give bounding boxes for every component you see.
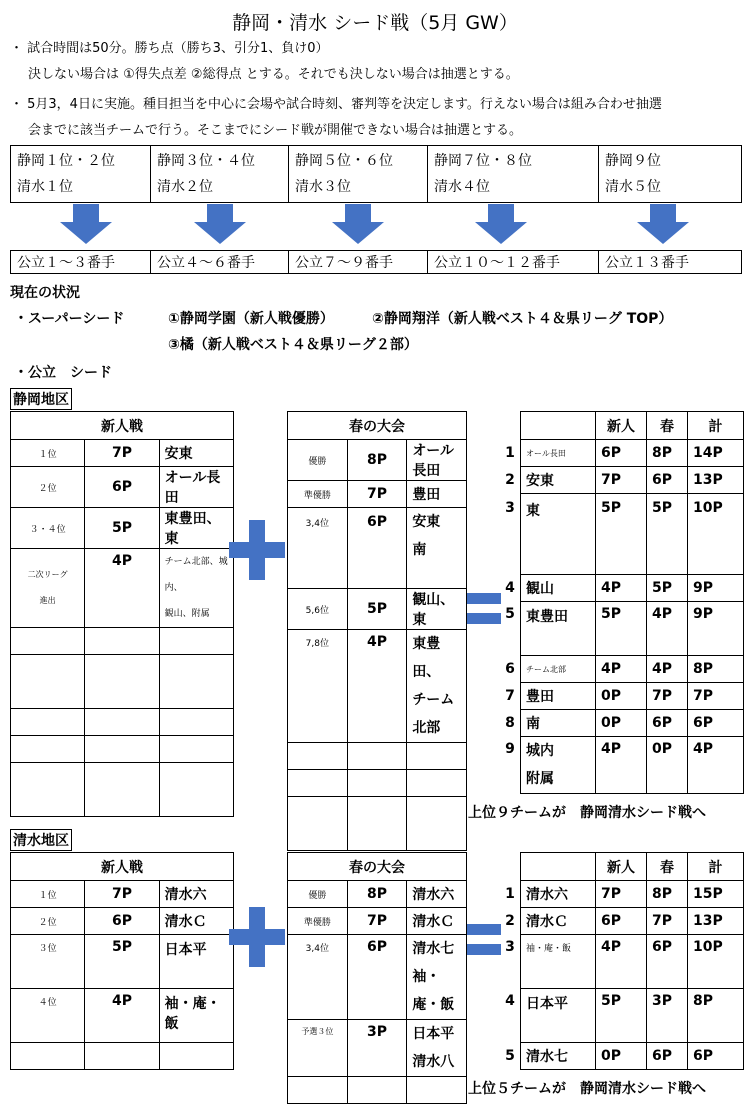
- seed-result: 公立１３番手: [599, 251, 742, 274]
- points-cell: 5P: [85, 508, 159, 549]
- total-cell: 9P: [688, 602, 744, 656]
- rank-number: 7: [505, 688, 515, 704]
- team-cell: チーム北部: [521, 656, 596, 683]
- points-cell: 0P: [647, 737, 688, 794]
- rank-cell: 3,4位: [288, 508, 348, 589]
- points-cell: 5P: [596, 989, 647, 1043]
- total-cell: 6P: [688, 1043, 744, 1070]
- team-cell: 豊田: [407, 481, 467, 508]
- rank-number: 6: [505, 661, 515, 677]
- points-cell: 5P: [596, 602, 647, 656]
- plus-icon: [229, 542, 285, 558]
- team-cell: 東豊田: [521, 602, 596, 656]
- rank-cell: 予選３位: [288, 1020, 348, 1077]
- rank-number: 1: [505, 886, 515, 902]
- points-cell: 8P: [647, 881, 688, 908]
- rank-cell: ２位: [11, 467, 85, 508]
- shizuoka-shinjin-table: [10, 411, 234, 817]
- table-header: 新人戦: [11, 853, 234, 881]
- total-cell: 6P: [688, 710, 744, 737]
- super-seed-2: ②静岡翔洋（新人戦ベスト４＆県リーグ TOP）: [372, 311, 673, 327]
- equals-icon: [467, 593, 501, 604]
- total-cell: 10P: [688, 494, 744, 575]
- team-cell: 南: [521, 710, 596, 737]
- note-line-4: 会までに該当チームで行う。そこまでにシード戦が開催できない場合は抽選とする。: [28, 123, 523, 138]
- total-cell: 15P: [688, 881, 744, 908]
- seed-cell: 静岡３位・４位 清水２位: [151, 146, 289, 203]
- team-cell: オール長田: [407, 440, 467, 481]
- points-cell: 6P: [596, 908, 647, 935]
- seed-result: 公立７～９番手: [289, 251, 428, 274]
- points-cell: 6P: [347, 508, 407, 589]
- seed-result-table: [10, 250, 742, 274]
- rank-number: 3: [505, 938, 515, 955]
- points-cell: 7P: [647, 683, 688, 710]
- total-cell: 9P: [688, 575, 744, 602]
- equals-icon: [467, 944, 501, 955]
- column-header: 計: [688, 853, 744, 881]
- total-cell: 7P: [688, 683, 744, 710]
- seed-source-table: [10, 145, 742, 203]
- public-seed-label: ・公立 シード: [14, 365, 112, 381]
- rank-number: 1: [505, 445, 515, 461]
- rank-cell: 二次リーグ 進出: [11, 549, 85, 628]
- points-cell: 5P: [647, 494, 688, 575]
- rank-number: 9: [505, 740, 515, 757]
- note-line-1: ・ 試合時間は50分。勝ち点（勝ち3、引分1、負け0）: [10, 41, 329, 56]
- seed-cell: 静岡７位・８位 清水４位: [428, 146, 599, 203]
- rank-cell: １位: [11, 881, 85, 908]
- seed-result: 公立４～６番手: [151, 251, 289, 274]
- total-cell: 10P: [688, 935, 744, 989]
- points-cell: 0P: [596, 1043, 647, 1070]
- team-cell: 東豊田、 チーム北部: [407, 630, 467, 743]
- points-cell: 7P: [347, 481, 407, 508]
- rank-number: 4: [505, 992, 515, 1009]
- points-cell: 7P: [347, 908, 407, 935]
- shizuoka-label: 静岡地区: [10, 388, 72, 410]
- table-header: 春の大会: [288, 853, 467, 881]
- shimizu-haru-table: [287, 852, 467, 1104]
- total-cell: 8P: [688, 656, 744, 683]
- team-cell: 豊田: [521, 683, 596, 710]
- team-cell: 清水六: [407, 881, 467, 908]
- rank-cell: １位: [11, 440, 85, 467]
- column-header: 新人: [596, 853, 647, 881]
- super-seed-1: ①静岡学園（新人戦優勝）: [168, 311, 334, 327]
- shizuoka-footer: 上位９チームが 静岡清水シード戦へ: [468, 805, 706, 821]
- points-cell: 8P: [347, 440, 407, 481]
- points-cell: 4P: [596, 935, 647, 989]
- team-cell: 東豊田、東: [159, 508, 233, 549]
- team-cell: 安東: [159, 440, 233, 467]
- rank-cell: 7,8位: [288, 630, 348, 743]
- shizuoka-haru-table: [287, 411, 467, 851]
- points-cell: 5P: [596, 494, 647, 575]
- total-cell: 14P: [688, 440, 744, 467]
- seed-cell: 静岡５位・６位 清水３位: [289, 146, 428, 203]
- points-cell: 6P: [647, 1043, 688, 1070]
- team-cell: 安東: [521, 467, 596, 494]
- seed-result: 公立１～３番手: [11, 251, 151, 274]
- rank-cell: 優勝: [288, 881, 348, 908]
- team-cell: 日本平: [521, 989, 596, 1043]
- team-cell: 清水六: [159, 881, 233, 908]
- points-cell: 0P: [596, 710, 647, 737]
- rank-cell: 優勝: [288, 440, 348, 481]
- super-seed-label: ・スーパーシード: [14, 311, 125, 327]
- rank-cell: ３・４位: [11, 508, 85, 549]
- points-cell: 4P: [596, 737, 647, 794]
- rank-number: 2: [505, 472, 515, 488]
- equals-icon: [467, 924, 501, 935]
- rank-cell: ３位: [11, 935, 85, 989]
- points-cell: 4P: [647, 602, 688, 656]
- team-cell: 清水七 袖・庵・飯: [407, 935, 467, 1020]
- team-cell: 安東 南: [407, 508, 467, 589]
- team-cell: 袖・庵・飯: [521, 935, 596, 989]
- points-cell: 6P: [647, 467, 688, 494]
- team-cell: オール長田: [159, 467, 233, 508]
- team-cell: オール長田: [521, 440, 596, 467]
- rank-cell: 準優勝: [288, 908, 348, 935]
- rank-cell: ４位: [11, 989, 85, 1043]
- team-cell: チーム北部、城内、 観山、附属: [159, 549, 233, 628]
- team-cell: 城内 附属: [521, 737, 596, 794]
- seed-cell: 静岡１位・２位 清水１位: [11, 146, 151, 203]
- points-cell: 6P: [647, 710, 688, 737]
- shimizu-total-table: [500, 852, 744, 1070]
- team-cell: 観山、東: [407, 589, 467, 630]
- rank-cell: 準優勝: [288, 481, 348, 508]
- super-seed-3: ③橘（新人戦ベスト４＆県リーグ２部）: [168, 337, 418, 353]
- table-header: 新人戦: [11, 412, 234, 440]
- total-cell: 13P: [688, 467, 744, 494]
- column-header: 新人: [596, 412, 647, 440]
- column-header: 春: [647, 412, 688, 440]
- equals-icon: [467, 613, 501, 624]
- points-cell: 4P: [596, 575, 647, 602]
- rank-cell: ２位: [11, 908, 85, 935]
- points-cell: 7P: [596, 881, 647, 908]
- status-heading: 現在の状況: [10, 285, 80, 301]
- team-cell: 袖・庵・飯: [159, 989, 233, 1043]
- points-cell: 8P: [647, 440, 688, 467]
- points-cell: 6P: [596, 440, 647, 467]
- team-cell: 日本平: [159, 935, 233, 989]
- column-header: 春: [647, 853, 688, 881]
- total-cell: 8P: [688, 989, 744, 1043]
- total-cell: 13P: [688, 908, 744, 935]
- page-title: 静岡・清水 シード戦（5月 GW）: [232, 12, 518, 34]
- note-line-2: 決しない場合は ①得失点差 ②総得点 とする。それでも決しない場合は抽選とする。: [28, 67, 519, 82]
- points-cell: 6P: [347, 935, 407, 1020]
- points-cell: 3P: [647, 989, 688, 1043]
- points-cell: 4P: [85, 549, 159, 628]
- rank-number: 3: [505, 499, 515, 516]
- points-cell: 7P: [596, 467, 647, 494]
- team-cell: 清水Ｃ: [159, 908, 233, 935]
- column-header: 計: [688, 412, 744, 440]
- points-cell: 5P: [85, 935, 159, 989]
- total-cell: 4P: [688, 737, 744, 794]
- points-cell: 6P: [85, 467, 159, 508]
- points-cell: 3P: [347, 1020, 407, 1077]
- points-cell: 6P: [85, 908, 159, 935]
- note-line-3: ・ 5月3，4日に実施。種目担当を中心に会場や試合時刻、審判等を決定します。行えない場合は組み合わせ抽選: [10, 97, 662, 112]
- points-cell: 7P: [647, 908, 688, 935]
- points-cell: 7P: [85, 440, 159, 467]
- team-cell: 清水六: [521, 881, 596, 908]
- team-cell: 東: [521, 494, 596, 575]
- team-cell: 清水Ｃ: [521, 908, 596, 935]
- points-cell: 0P: [596, 683, 647, 710]
- points-cell: 4P: [85, 989, 159, 1043]
- shizuoka-total-table: [500, 411, 744, 794]
- points-cell: 6P: [647, 935, 688, 989]
- points-cell: 4P: [347, 630, 407, 743]
- shimizu-shinjin-table: [10, 852, 234, 1070]
- table-header: 春の大会: [288, 412, 467, 440]
- points-cell: 7P: [85, 881, 159, 908]
- team-cell: 観山: [521, 575, 596, 602]
- team-cell: 清水Ｃ: [407, 908, 467, 935]
- rank-cell: 3,4位: [288, 935, 348, 1020]
- seed-cell: 静岡９位 清水５位: [599, 146, 742, 203]
- shimizu-footer: 上位５チームが 静岡清水シード戦へ: [468, 1081, 706, 1097]
- rank-number: 5: [505, 605, 515, 622]
- seed-result: 公立１０～１２番手: [428, 251, 599, 274]
- rank-number: 5: [505, 1048, 515, 1064]
- points-cell: 5P: [647, 575, 688, 602]
- rank-number: 2: [505, 913, 515, 929]
- plus-icon: [229, 929, 285, 945]
- points-cell: 4P: [647, 656, 688, 683]
- rank-number: 4: [505, 580, 515, 596]
- team-cell: 日本平 清水八: [407, 1020, 467, 1077]
- shimizu-label: 清水地区: [10, 829, 72, 851]
- points-cell: 8P: [347, 881, 407, 908]
- points-cell: 4P: [596, 656, 647, 683]
- team-cell: 清水七: [521, 1043, 596, 1070]
- rank-cell: 5,6位: [288, 589, 348, 630]
- rank-number: 8: [505, 715, 515, 731]
- points-cell: 5P: [347, 589, 407, 630]
